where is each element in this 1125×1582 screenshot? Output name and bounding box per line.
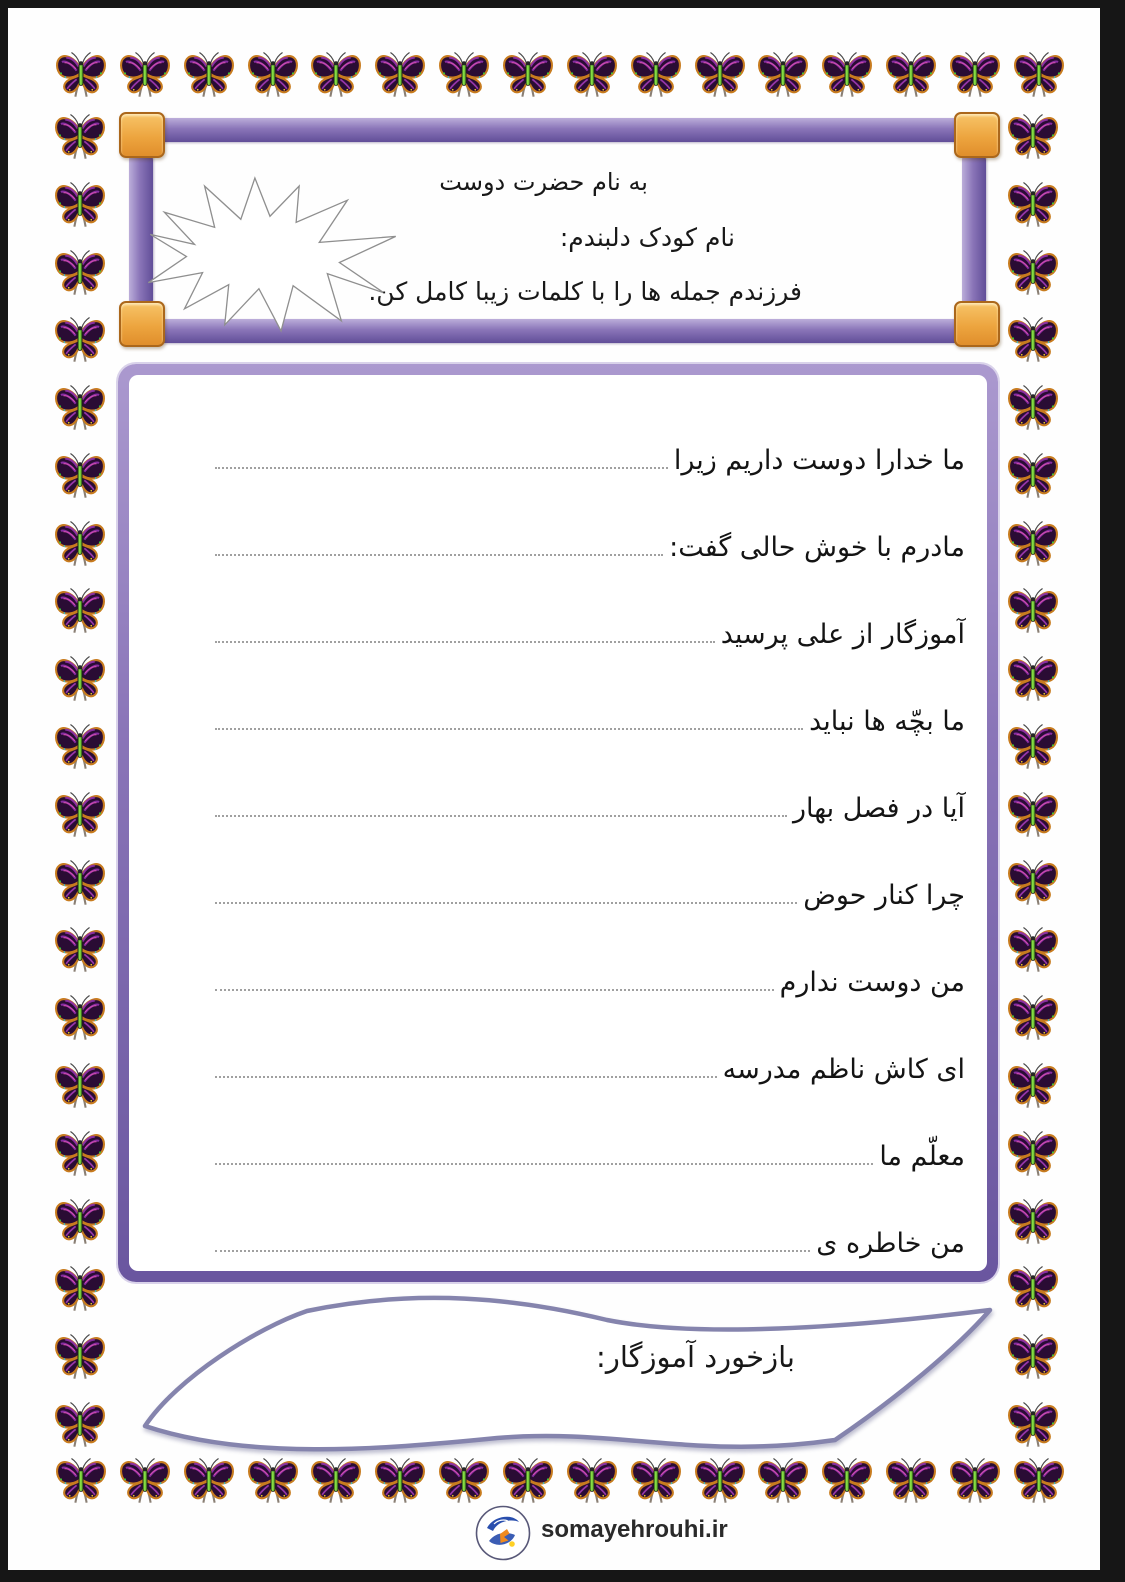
header-child-name-label: نام کودک دلبندم: bbox=[559, 223, 735, 252]
butterfly-icon bbox=[1007, 858, 1059, 908]
answer-blank-line bbox=[215, 1163, 873, 1165]
answer-blank-line bbox=[215, 989, 774, 991]
butterfly-icon bbox=[119, 50, 171, 100]
butterfly-icon bbox=[54, 654, 106, 704]
answer-blank-line bbox=[215, 815, 787, 817]
prompt-text: ما بچّه ها نباید bbox=[809, 706, 965, 738]
butterfly-icon bbox=[54, 248, 106, 298]
butterfly-icon bbox=[885, 50, 937, 100]
butterfly-icon bbox=[1007, 1400, 1059, 1450]
header-bismillah-text: به نام حضرت دوست bbox=[439, 168, 648, 196]
butterfly-icon bbox=[438, 50, 490, 100]
butterfly-icon bbox=[630, 50, 682, 100]
butterfly-icon bbox=[54, 1264, 106, 1314]
butterfly-icon bbox=[502, 50, 554, 100]
answer-blank-line bbox=[215, 467, 668, 469]
teacher-feedback-label: بازخورد آموزگار: bbox=[596, 1340, 795, 1374]
butterfly-icon bbox=[1013, 1456, 1065, 1506]
butterfly-icon bbox=[1007, 1061, 1059, 1111]
butterfly-icon bbox=[54, 925, 106, 975]
prompt-row bbox=[215, 652, 965, 739]
site-watermark-text: somayehrouhi.ir bbox=[541, 1516, 728, 1543]
butterfly-icon bbox=[54, 315, 106, 365]
butterfly-icon bbox=[54, 1197, 106, 1247]
prompt-list bbox=[129, 375, 987, 1271]
prompt-text: ای کاش ناظم مدرسه bbox=[722, 1054, 965, 1086]
butterfly-icon bbox=[1007, 315, 1059, 365]
butterfly-icon bbox=[1007, 519, 1059, 569]
answer-blank-line bbox=[215, 641, 715, 643]
butterfly-icon bbox=[55, 1456, 107, 1506]
answer-blank-line bbox=[215, 902, 797, 904]
answer-blank-line bbox=[215, 1250, 810, 1252]
butterfly-icon bbox=[54, 790, 106, 840]
butterfly-icon bbox=[1007, 790, 1059, 840]
butterfly-icon bbox=[1007, 112, 1059, 162]
butterfly-icon bbox=[1007, 451, 1059, 501]
butterfly-icon bbox=[1007, 993, 1059, 1043]
butterfly-icon bbox=[949, 50, 1001, 100]
butterfly-icon bbox=[54, 993, 106, 1043]
butterfly-icon bbox=[1007, 1197, 1059, 1247]
answer-blank-line bbox=[215, 1076, 717, 1078]
feedback-banner-shape bbox=[132, 1288, 1004, 1468]
butterfly-icon bbox=[566, 50, 618, 100]
prompt-text: من دوست ندارم bbox=[779, 967, 965, 999]
prompt-row bbox=[215, 565, 965, 652]
prompt-row bbox=[215, 1174, 965, 1261]
butterfly-icon bbox=[821, 50, 873, 100]
prompt-text: ما خدارا دوست داریم زیرا bbox=[673, 445, 965, 477]
prompt-row bbox=[215, 739, 965, 826]
butterfly-icon bbox=[54, 1061, 106, 1111]
prompt-text: چرا کنار حوض bbox=[803, 880, 965, 912]
butterfly-icon bbox=[54, 451, 106, 501]
butterfly-icon bbox=[1007, 1129, 1059, 1179]
answer-blank-line bbox=[215, 554, 663, 556]
header-frame-bar-top bbox=[150, 118, 978, 142]
header-frame-corner-icon bbox=[954, 112, 1000, 158]
butterfly-icon bbox=[54, 1129, 106, 1179]
butterfly-icon bbox=[54, 858, 106, 908]
butterfly-icon bbox=[1007, 586, 1059, 636]
butterfly-icon bbox=[54, 1332, 106, 1382]
butterfly-icon bbox=[757, 50, 809, 100]
butterfly-icon bbox=[54, 586, 106, 636]
butterfly-icon bbox=[247, 50, 299, 100]
butterfly-icon bbox=[310, 50, 362, 100]
answer-blank-line bbox=[215, 728, 803, 730]
prompt-text: من خاطره ی bbox=[816, 1228, 965, 1260]
butterfly-icon bbox=[694, 50, 746, 100]
butterfly-icon bbox=[1007, 654, 1059, 704]
butterfly-icon bbox=[1007, 1264, 1059, 1314]
butterfly-icon bbox=[1007, 925, 1059, 975]
butterfly-icon bbox=[374, 50, 426, 100]
butterfly-border-left bbox=[54, 112, 106, 1450]
prompt-row bbox=[215, 478, 965, 565]
butterfly-icon bbox=[1007, 722, 1059, 772]
butterfly-icon bbox=[54, 112, 106, 162]
starburst-shape bbox=[142, 172, 404, 338]
butterfly-icon bbox=[1007, 248, 1059, 298]
header-instruction-text: فرزندم جمله ها را با کلمات زیبا کامل کن. bbox=[368, 277, 802, 306]
butterfly-icon bbox=[1007, 1332, 1059, 1382]
worksheet-body-frame bbox=[118, 364, 998, 1282]
header-frame-corner-icon bbox=[119, 112, 165, 158]
butterfly-icon bbox=[54, 519, 106, 569]
prompt-row bbox=[215, 826, 965, 913]
butterfly-icon bbox=[55, 50, 107, 100]
butterfly-icon bbox=[54, 383, 106, 433]
butterfly-icon bbox=[1007, 180, 1059, 230]
prompt-row bbox=[215, 913, 965, 1000]
butterfly-border-top bbox=[55, 50, 1065, 104]
prompt-row bbox=[215, 1000, 965, 1087]
prompt-row bbox=[215, 391, 965, 478]
prompt-text: مادرم با خوش حالی گفت: bbox=[669, 532, 965, 564]
prompt-text: آیا در فصل بهار bbox=[792, 793, 965, 825]
butterfly-icon bbox=[54, 180, 106, 230]
butterfly-icon bbox=[54, 1400, 106, 1450]
butterfly-icon bbox=[54, 722, 106, 772]
prompt-text: معلّم ما bbox=[879, 1141, 965, 1173]
butterfly-icon bbox=[183, 50, 235, 100]
prompt-text: آموزگار از علی پرسید bbox=[720, 619, 965, 651]
header-frame-bar-right bbox=[962, 148, 986, 312]
prompt-row bbox=[215, 1087, 965, 1174]
butterfly-icon bbox=[1013, 50, 1065, 100]
header-frame-corner-icon bbox=[954, 301, 1000, 347]
somayehrouhi-logo-icon bbox=[474, 1504, 532, 1562]
butterfly-icon bbox=[1007, 383, 1059, 433]
butterfly-border-right bbox=[1007, 112, 1059, 1450]
